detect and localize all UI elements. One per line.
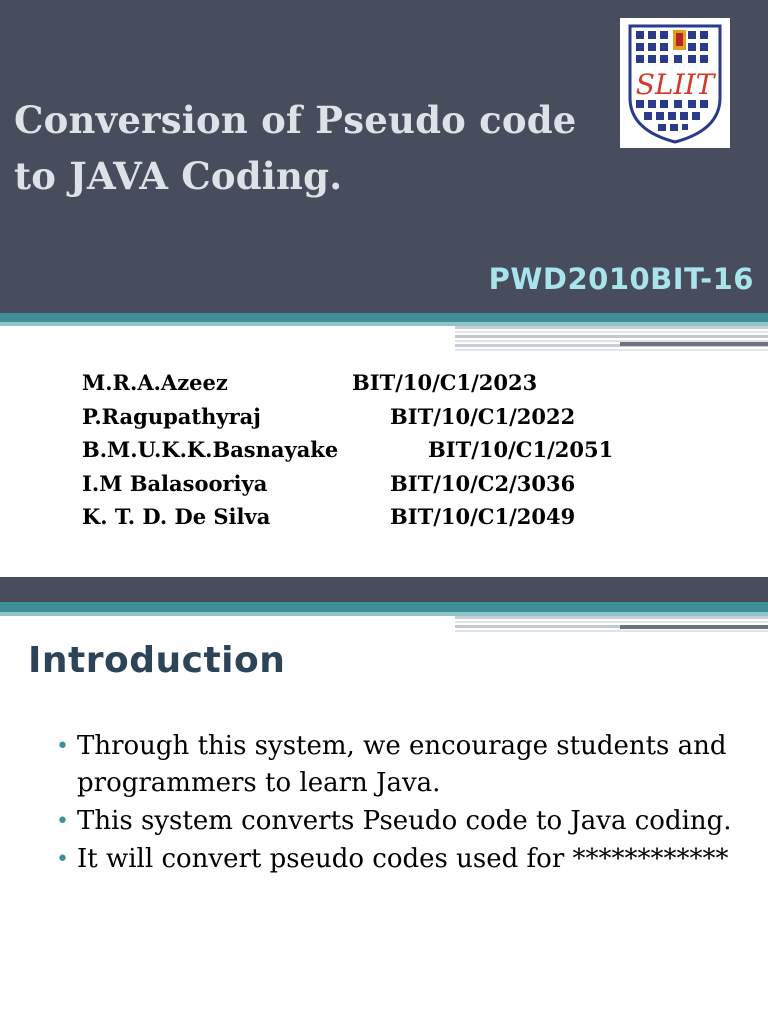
member-name: I.M Balasooriya (82, 470, 268, 496)
slide2-heading: Introduction (28, 640, 286, 681)
member-row (82, 437, 682, 471)
bullet-item (56, 728, 746, 802)
member-id: BIT/10/C1/2023 (352, 370, 538, 395)
bullet-icon: • (56, 847, 69, 872)
member-name: P.Ragupathyraj (82, 403, 261, 429)
svg-text:SLIIT: SLIIT (635, 68, 715, 101)
sliit-logo-icon (620, 18, 730, 148)
bullet-item (56, 803, 746, 840)
bullet-list (56, 728, 746, 879)
member-name: K. T. D. De Silva (82, 504, 271, 529)
course-code: PWD2010BIT-16 (488, 262, 754, 296)
slide2-divider (0, 602, 768, 642)
bullet-item (56, 841, 746, 878)
member-id: BIT/10/C2/3036 (390, 470, 576, 496)
bullet-icon: • (56, 809, 69, 834)
member-row (82, 404, 682, 438)
slide-title: Conversion of Pseudo code to JAVA Coding. (14, 98, 577, 198)
bullet-icon: • (56, 734, 69, 759)
member-row (82, 471, 682, 505)
member-id: BIT/10/C1/2022 (390, 403, 576, 429)
member-list (82, 370, 682, 538)
bullet-text: This system converts Pseudo code to Java coding. (77, 806, 732, 836)
slide2-top-bar (0, 577, 768, 602)
bullet-text: It will convert pseudo codes used for ************ (77, 844, 729, 874)
member-row (82, 504, 682, 538)
title-divider (0, 313, 768, 353)
bullet-text: Through this system, we encourage students and programmers to learn Java. (77, 731, 727, 798)
member-row (82, 370, 682, 404)
member-id: BIT/10/C1/2051 (428, 437, 614, 462)
member-name: B.M.U.K.K.Basnayake (82, 437, 339, 462)
member-name: M.R.A.Azeez (82, 370, 228, 395)
member-id: BIT/10/C1/2049 (390, 504, 576, 529)
